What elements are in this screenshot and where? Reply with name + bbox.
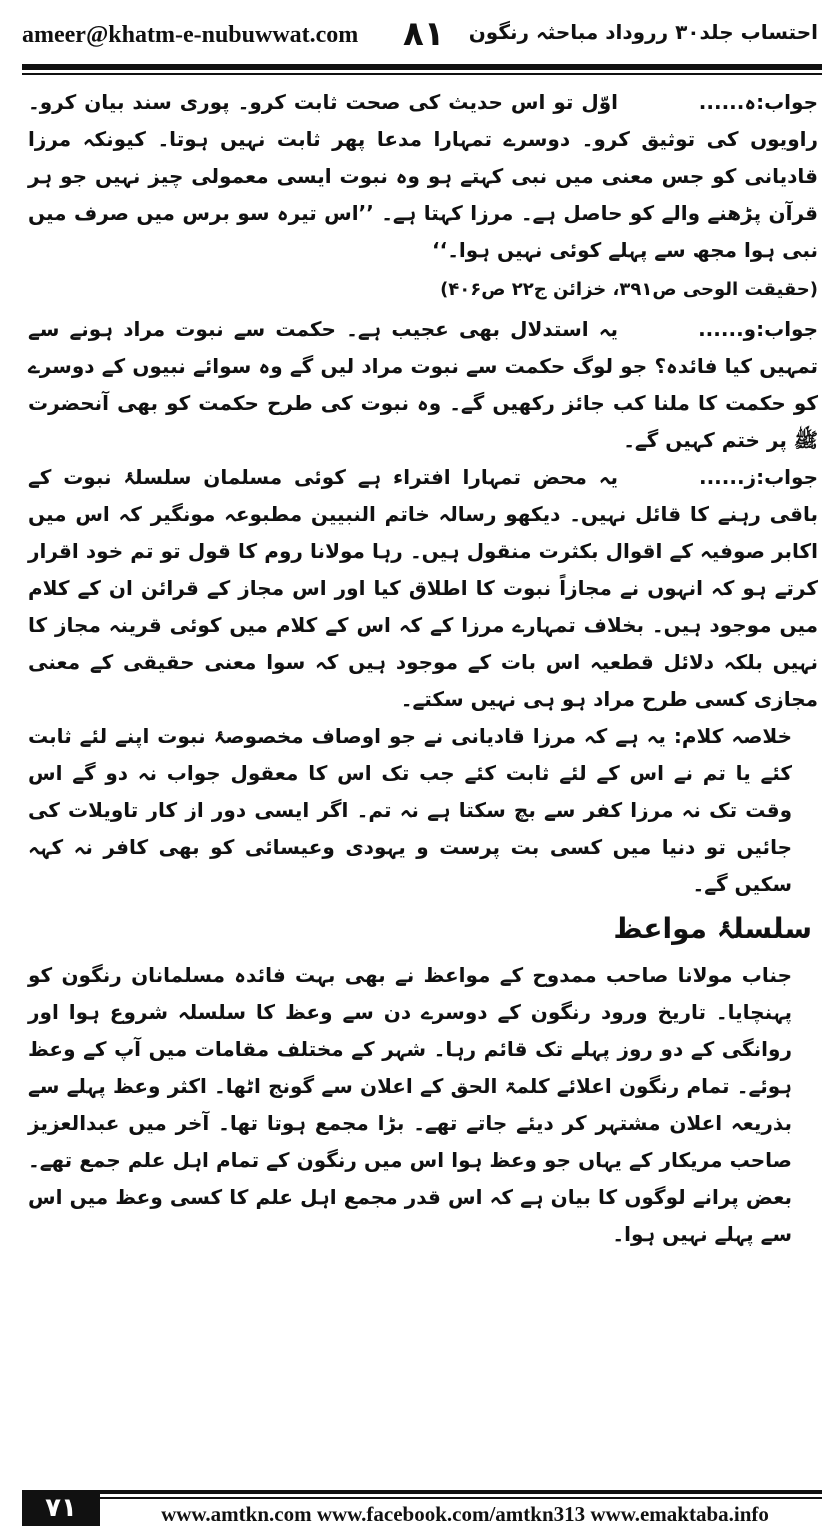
header-title: احتساب جلد۳۰ رروداد مباحثہ رنگون xyxy=(468,20,818,44)
footer-links: www.amtkn.com www.facebook.com/amtkn313 www.emaktaba.info xyxy=(161,1502,769,1526)
page-footer xyxy=(0,1488,840,1540)
footer-rule-thin xyxy=(100,1497,822,1499)
page-header xyxy=(0,0,840,78)
answer-z-label: جواب:ز...... xyxy=(698,465,818,489)
answer-w-paragraph xyxy=(28,311,818,459)
answer-w-label: جواب:و...... xyxy=(698,317,818,341)
section-heading: سلسلۂ مواعظ xyxy=(613,912,812,945)
header-rule-thick xyxy=(22,64,822,70)
sermons-paragraph: جناب مولانا صاحب ممدوح کے مواعظ نے بھی بہت فائدہ مسلمانان رنگون کو پہنچایا۔ تاریخ ورود رنگون کے دوسرے دن سے وعظ کا سلسلہ شروع ہوا اور روانگی کے دو روز پہلے تک قائم رہا۔ شہر کے مختلف مقامات میں آپ کے وعظ ہوئے۔ تمام رنگون اعلائے کلمۃ الحق کے اعلان سے گونج اٹھا۔ اکثر وعظ پہلے سے بذریعہ اعلان مشتہر کر دیئے جاتے تھے۔ بڑا مجمع ہوتا تھا۔ آخر میں عبدالعزیز صاحب مریکار کے یہاں جو وعظ ہوا اس میں رنگون کے تمام اہل علم جمع تھے۔ بعض پرانے لوگوں کا بیان ہے کہ اس قدر مجمع اہل علم کا کسی وعظ میں اس سے پہلے نہیں ہوا۔ xyxy=(28,963,792,1246)
quote-reference: (حقیقت الوحی ص۳۹۱، خزائن ج۲۲ ص۴۰۶) xyxy=(440,279,818,300)
footer-page-badge: ۷۱ xyxy=(22,1490,100,1526)
summary-paragraph: خلاصہ کلام: یہ ہے کہ مرزا قادیانی نے جو اوصاف مخصوصۂ نبوت اپنے لئے ثابت کئے یا تم نے اس کے لئے ثابت کئے جب تک اس کا معقول جواب نہ دو گے اس وقت تک نہ مرزا کفر سے بچ سکتا ہے نہ تم۔ اگر ایسی دور از کار تاویلات کی جائیں تو دنیا میں کسی بت پرست و یہودی وعیسائی کو بھی کافر نہ کہہ سکیں گے۔ xyxy=(28,724,792,896)
header-email: ameer@khatm-e-nubuwwat.com xyxy=(22,22,359,48)
footer-rule-thick xyxy=(100,1490,822,1494)
answer-h-label: جواب:ہ...... xyxy=(698,90,818,114)
answer-h-text: اوّل تو اس حدیث کی صحت ثابت کرو۔ پوری سند بیان کرو۔ راویوں کی توثیق کرو۔ دوسرے تمہارا مدعا پھر ثابت نہیں ہوتا۔ کیونکہ مرزا قادیانی کو جس معنی میں نبی کہتے ہو وہ نبوت ایسی معمولی چیز نہیں جو ہر قرآن پڑھنے والے کو حاصل ہے۔ مرزا کہتا ہے۔ ’’اس تیرہ سو برس میں صرف میں نبی ہوا مجھ سے پہلے کوئی نہیں ہوا۔‘‘ xyxy=(28,90,818,262)
header-rule-thin xyxy=(22,73,822,75)
answer-h-paragraph xyxy=(28,84,818,269)
answer-z-text: یہ محض تمہارا افتراء ہے کوئی مسلمان سلسلۂ نبوت کے باقی رہنے کا قائل نہیں۔ دیکھو رسالہ خاتم النبیین مطبوعہ مونگیر کہ اس میں اکابر صوفیہ کے اقوال بکثرت منقول ہیں۔ رہا مولانا روم کا قول تو تم خود اقرار کرتے ہو کہ انہوں نے مجازاً نبوت کا اطلاق کیا اور اس مجاز کے قرائن ان کے کلام میں موجود ہیں۔ بخلاف تمہارے مرزا کے کہ اس کے کلام میں کوئی قرینہ مجاز کا نہیں بلکہ دلائل قطعیہ اس بات کے موجود ہیں کہ سوا معنی حقیقی کے معنی مجازی کسی طرح مراد ہو ہی نہیں سکتے۔ xyxy=(28,465,818,711)
header-page-number: ۸۱ xyxy=(403,14,445,54)
answer-w-text: یہ استدلال بھی عجیب ہے۔ حکمت سے نبوت مراد ہونے سے تمہیں کیا فائدہ؟ جو لوگ حکمت سے نبوت مراد لیں گے وہ سوائے نبیوں کے دوسرے کو حکمت کا ملنا کب جائز رکھیں گے۔ وہ نبوت کی طرح حکمت کو بھی آنحضرت ﷺ پر ختم کہیں گے۔ xyxy=(28,317,818,452)
answer-z-paragraph xyxy=(28,459,818,718)
page-body xyxy=(28,84,818,1253)
